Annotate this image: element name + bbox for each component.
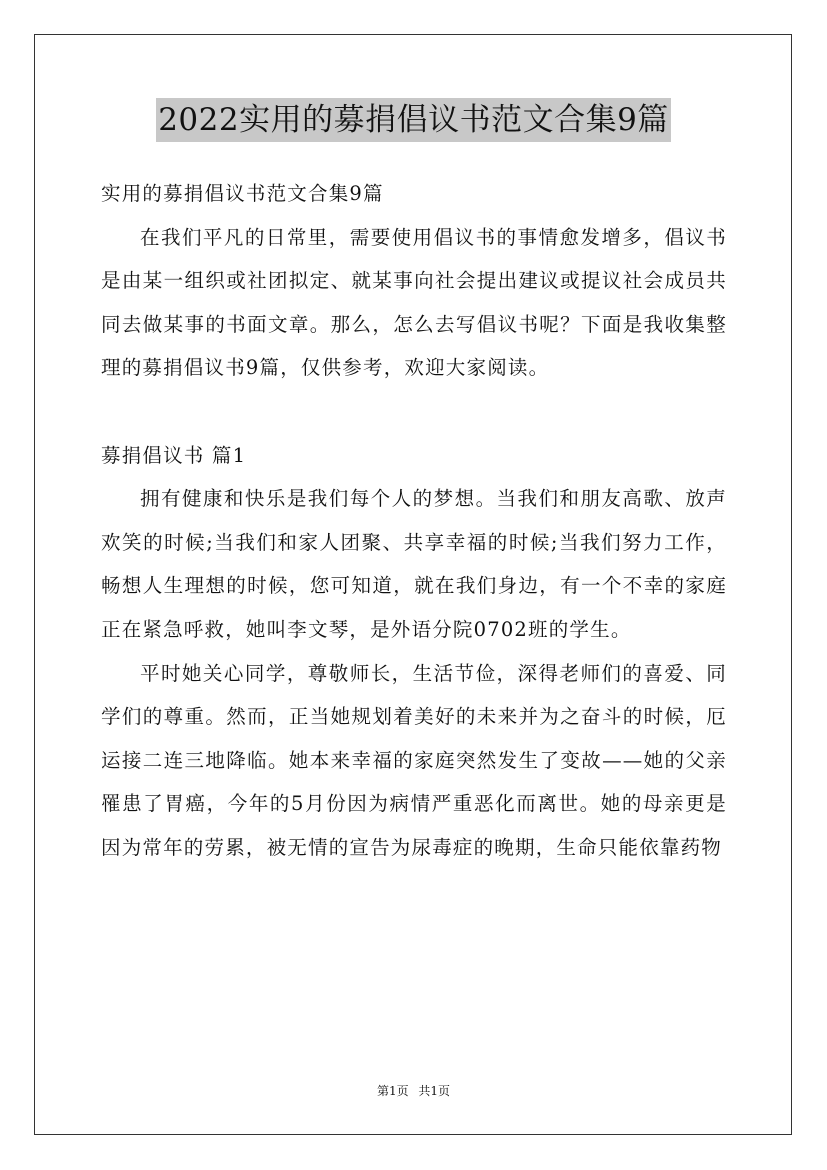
document-subtitle: 实用的募捐倡议书范文合集9篇 xyxy=(101,182,384,205)
spacer xyxy=(101,390,727,434)
page-number: 第1页 xyxy=(376,1084,409,1098)
page-footer xyxy=(0,1083,827,1099)
total-pages: 共1页 xyxy=(418,1084,451,1098)
body-paragraph-2: 平时她关心同学，尊敬师长，生活节俭，深得老师们的喜爱、同学们的尊重。然而，正当她规划着美好的未来并为之奋斗的时候，厄运接二连三地降临。她本来幸福的家庭突然发生了变故——她的父亲罹患了胃癌，今年的5月份因为病情严重恶化而离世。她的母亲更是因为常年的劳累，被无情的宣告为尿毒症的晚期，生命只能依靠药物 xyxy=(101,661,727,859)
body-paragraph-1: 拥有健康和快乐是我们每个人的梦想。当我们和朋友高歌、放声欢笑的时候;当我们和家人团聚、共享幸福的时候;当我们努力工作，畅想人生理想的时候，您可知道，就在我们身边，有一个不幸的家庭正在紧急呼救，她叫李文琴，是外语分院0702班的学生。 xyxy=(101,487,727,641)
document-body xyxy=(101,172,727,870)
intro-paragraph: 在我们平凡的日常里，需要使用倡议书的事情愈发增多，倡议书是由某一组织或社团拟定、就某事向社会提出建议或提议社会成员共同去做某事的书面文章。那么，怎么去写倡议书呢？下面是我收集整理的募捐倡议书9篇，仅供参考，欢迎大家阅读。 xyxy=(101,225,727,380)
title-container xyxy=(0,98,827,142)
document-title: 2022实用的募捐倡议书范文合集9篇 xyxy=(156,98,671,142)
section-heading: 募捐倡议书 篇1 xyxy=(101,443,247,467)
